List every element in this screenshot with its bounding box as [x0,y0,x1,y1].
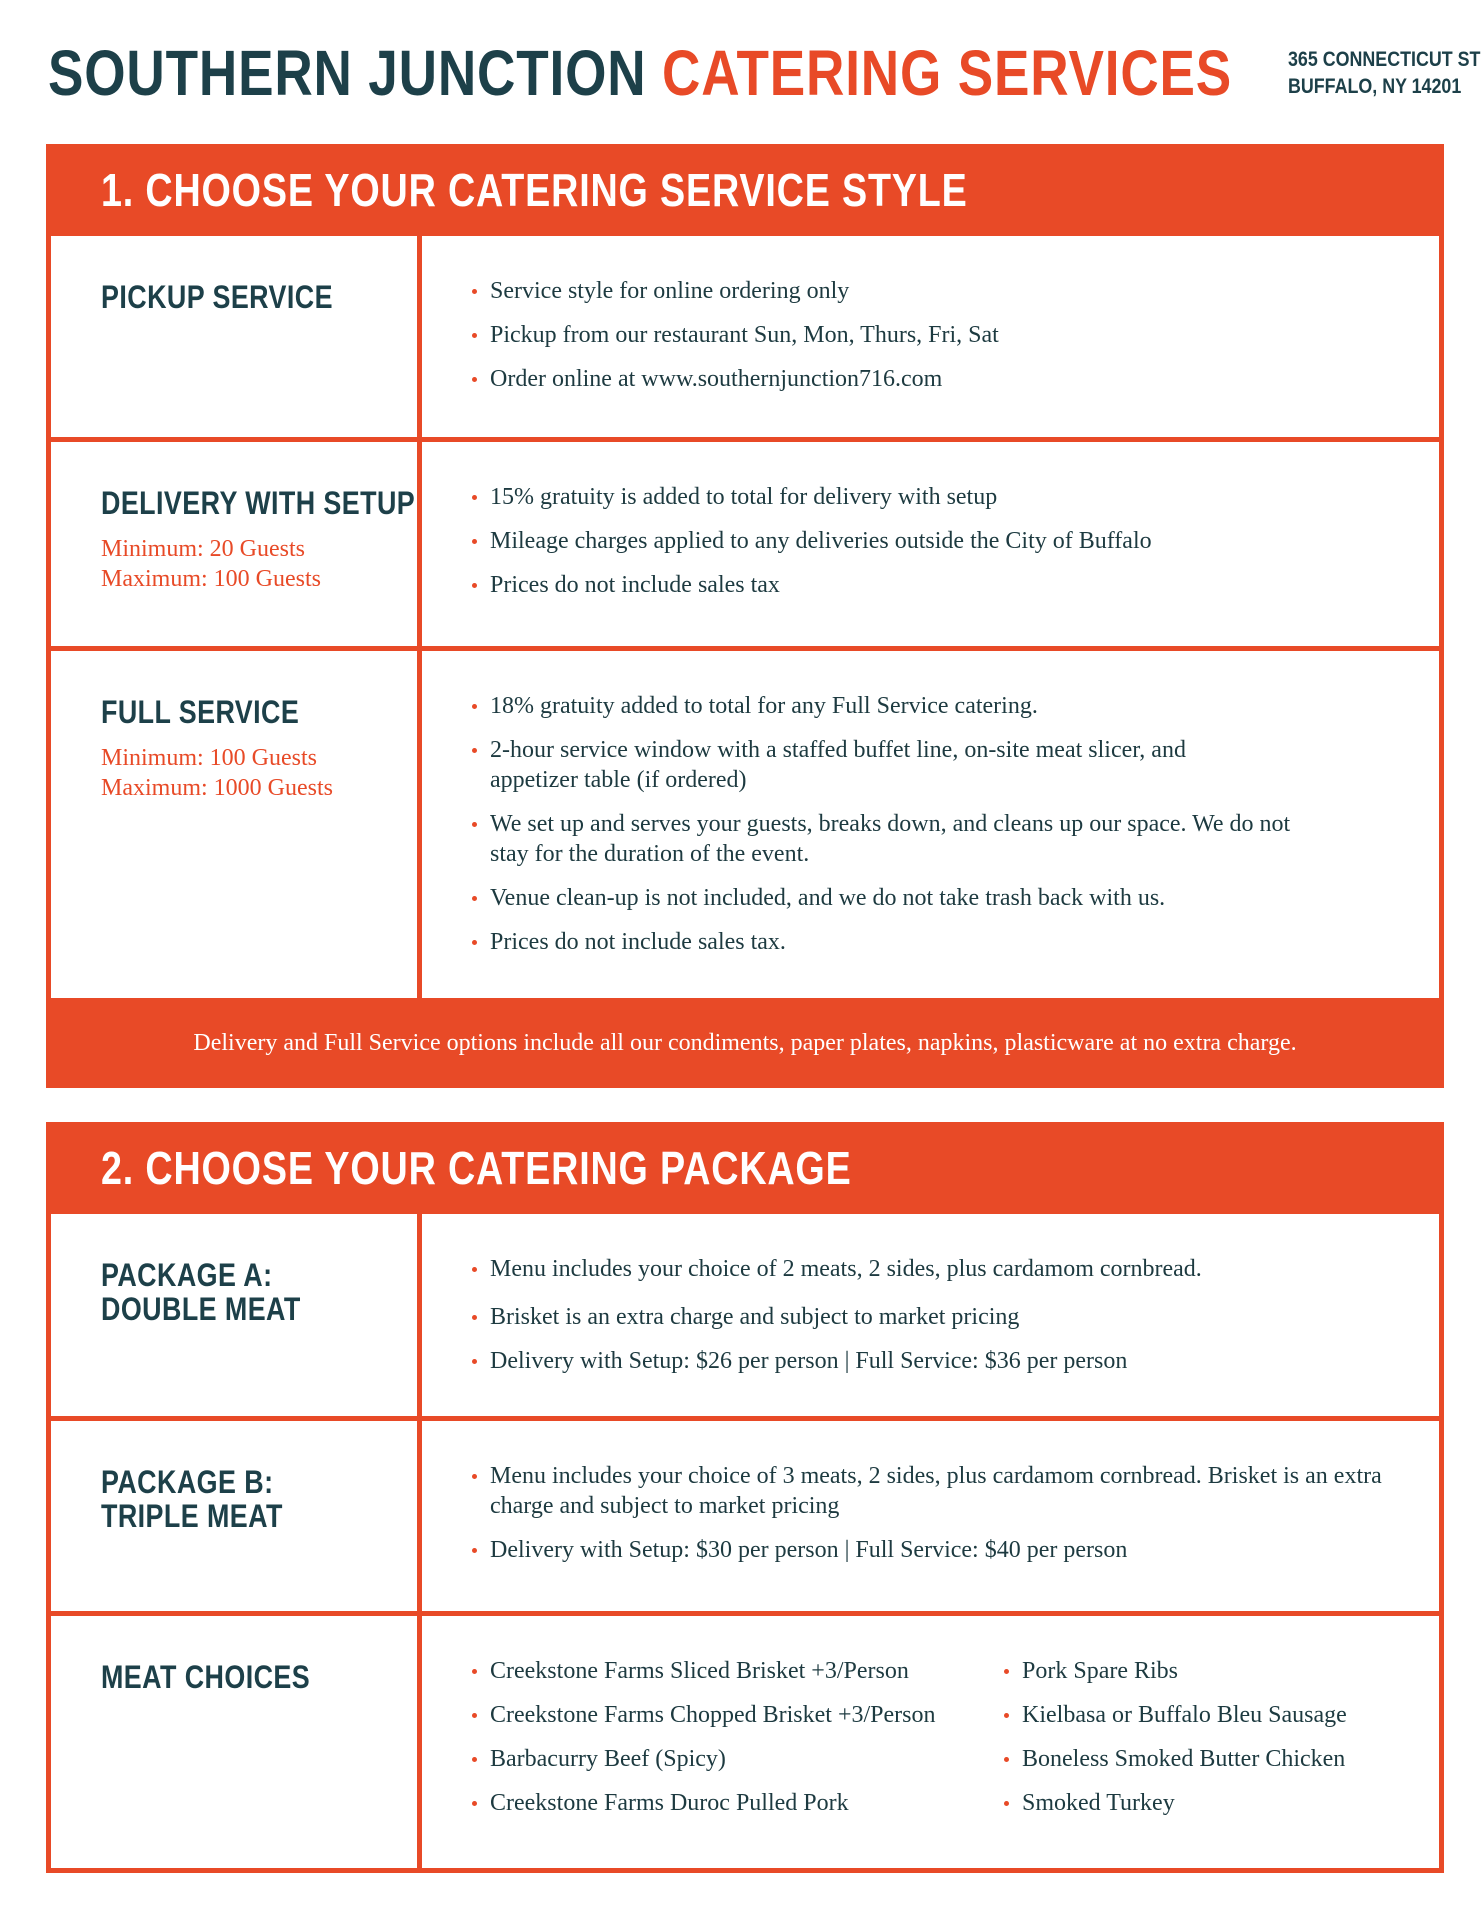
row-label: MEAT CHOICES [101,1659,311,1695]
package-a-row [51,1209,1439,1416]
row-label-cell [51,442,422,646]
brand-title [48,38,1232,108]
package-b-row [51,1416,1439,1611]
address-line-2: BUFFALO, NY 14201 [1288,75,1462,98]
delivery-setup-row [51,437,1439,646]
row-label-cell [51,1214,422,1416]
row-label: DELIVERY WITH SETUP [101,485,416,521]
service-style-section [46,144,1444,1088]
list-item: Menu includes your choice of 2 meats, 2 sides, plus cardamom cornbread. [472,1254,1419,1284]
section-title: 1. CHOOSE YOUR CATERING SERVICE STYLE [101,164,968,216]
meat-choices-columns [472,1656,1419,1832]
row-label: FULL SERVICE [101,694,300,730]
details-list [472,1254,1419,1376]
row-details-cell [422,651,1439,998]
maximum-guests: Maximum: 100 Guests [101,566,321,592]
list-item: Creekstone Farms Chopped Brisket +3/Person [472,1700,1004,1730]
list-item: 15% gratuity is added to total for delivery with setup [472,482,1419,512]
row-label-cell [51,1421,422,1611]
minimum-guests: Minimum: 100 Guests [101,745,318,771]
row-label-cell [51,1616,422,1868]
package-header [51,1127,1439,1209]
list-item: Delivery with Setup: $26 per person | Full Service: $36 per person [472,1346,1419,1376]
minimum-guests: Minimum: 20 Guests [101,536,306,562]
details-list [472,691,1292,957]
list-item: Venue clean-up is not included, and we do not take trash back with us. [472,883,1292,913]
row-label-line-1: PACKAGE A: [101,1257,273,1293]
row-details-cell [422,442,1439,646]
list-item: Boneless Smoked Butter Chicken [1004,1744,1347,1774]
package-section [46,1122,1444,1873]
row-label-line-2: DOUBLE MEAT [101,1291,301,1327]
list-item: Delivery with Setup: $30 per person | Full Service: $40 per person [472,1535,1392,1565]
list-item: Smoked Turkey [1004,1788,1347,1818]
row-label-cell [51,651,422,998]
list-item: 2-hour service window with a staffed buffet line, on-site meat slicer, and appetizer table (if ordered) [472,735,1230,795]
list-item: Creekstone Farms Sliced Brisket +3/Person [472,1656,1004,1686]
list-item: Service style for online ordering only [472,276,1419,306]
list-item: 18% gratuity added to total for any Full Service catering. [472,691,1292,721]
details-list [472,482,1419,600]
list-item: Creekstone Farms Duroc Pulled Pork [472,1788,1004,1818]
row-details-cell [422,1421,1439,1611]
row-label-line-2: TRIPLE MEAT [101,1498,283,1534]
list-item: Pickup from our restaurant Sun, Mon, Thurs, Fri, Sat [472,320,1419,350]
brand-subtitle: CATERING SERVICES [662,37,1233,109]
address [1288,46,1480,100]
row-details-cell [422,1214,1439,1416]
meat-choices-row [51,1611,1439,1868]
list-item: Brisket is an extra charge and subject to market pricing [472,1302,1419,1332]
list-item: Mileage charges applied to any deliveries outside the City of Buffalo [472,526,1419,556]
list-item: We set up and serves your guests, breaks down, and cleans up our space. We do not stay for the duration of the event. [472,809,1292,869]
section-title: 2. CHOOSE YOUR CATERING PACKAGE [101,1142,852,1194]
meat-list-left [472,1656,1004,1832]
service-style-header [51,149,1439,231]
list-item: Order online at www.southernjunction716.com [472,364,1419,394]
list-item: Pork Spare Ribs [1004,1656,1347,1686]
page-header [48,37,1481,118]
list-item: Prices do not include sales tax [472,570,1419,600]
list-item: Barbacurry Beef (Spicy) [472,1744,1004,1774]
row-details-cell [422,1616,1439,1868]
address-line-1: 365 CONNECTICUT ST [1288,48,1481,71]
row-details-cell [422,236,1439,437]
maximum-guests: Maximum: 1000 Guests [101,775,333,801]
pickup-service-row [51,231,1439,437]
row-label: PICKUP SERVICE [101,279,333,315]
list-item: Prices do not include sales tax. [472,927,1292,957]
row-label-cell [51,236,422,437]
full-service-row [51,646,1439,998]
details-list [472,1461,1392,1565]
details-list [472,276,1419,394]
list-item: Menu includes your choice of 3 meats, 2 sides, plus cardamom cornbread. Brisket is an extra charge and subject to market pricing [472,1461,1392,1521]
row-label-line-1: PACKAGE B: [101,1464,274,1500]
guest-limits [101,534,417,594]
brand-name: SOUTHERN JUNCTION [48,37,647,109]
list-item: Kielbasa or Buffalo Bleu Sausage [1004,1700,1347,1730]
meat-list-right [1004,1656,1347,1832]
service-footer-note: Delivery and Full Service options include all our condiments, paper plates, napkins, plasticware at no extra charge. [51,998,1439,1083]
guest-limits [101,743,417,803]
